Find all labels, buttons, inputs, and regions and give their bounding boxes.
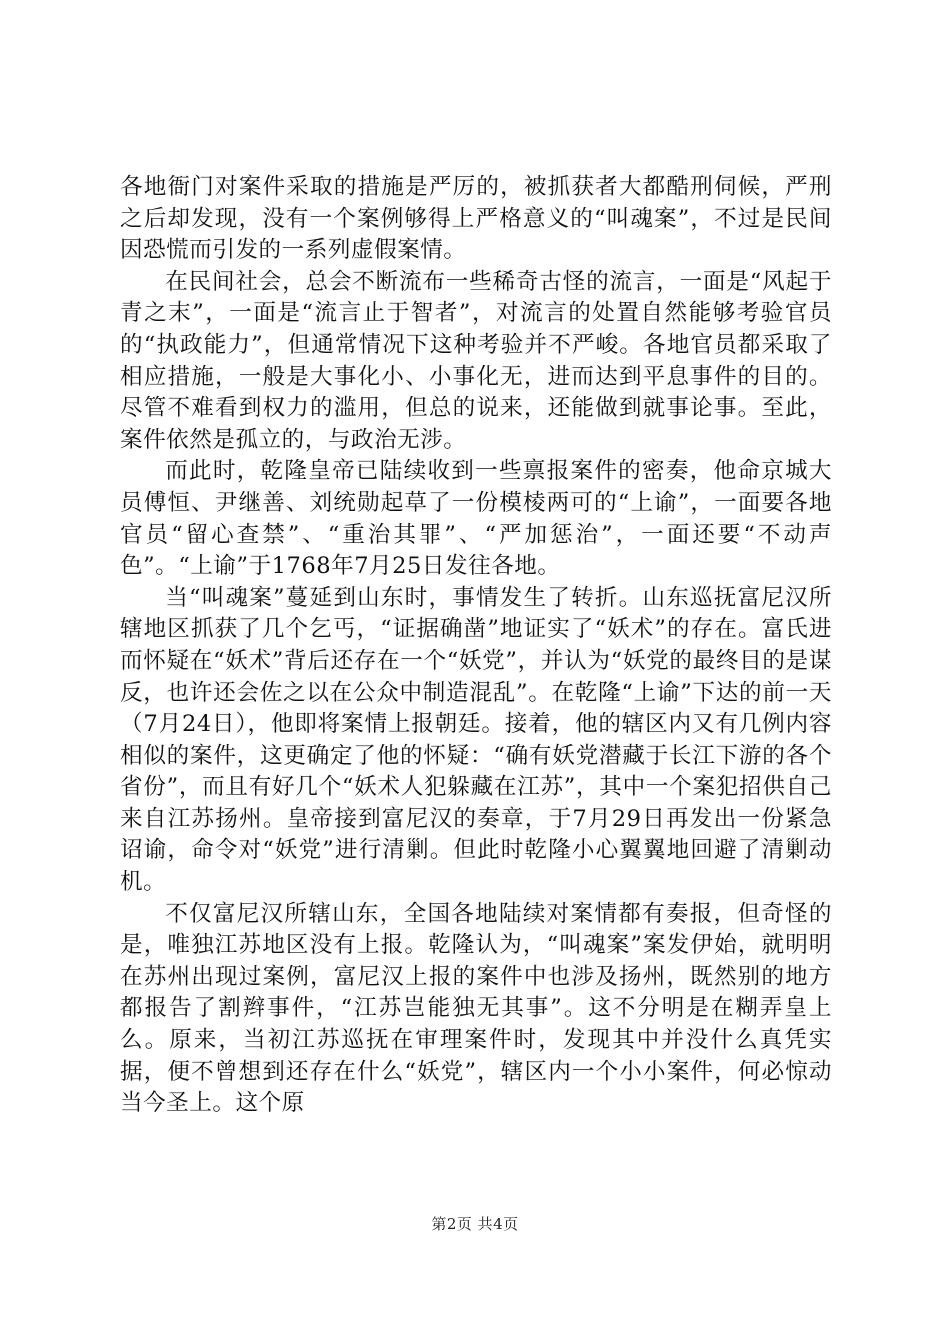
document-body: [120, 172, 832, 1120]
paragraph-5: 不仅富尼汉所辖山东，全国各地陆续对案情都有奏报，但奇怪的是，唯独江苏地区没有上报。乾隆认为，“叫魂案”案发伊始，就明明在苏州出现过案例，富尼汉上报的案件中也涉及扬州，既然别的地方都报告了割辫事件，“江苏岂能独无其事”。这不分明是在糊弄皇上么。原来，当初江苏巡抚在审理案件时，发现其中并没什么真凭实据，便不曾想到还存在什么“妖党”，辖区内一个小小案件，何必惊动当今圣上。这个原: [120, 900, 832, 1117]
paragraph-4: 当“叫魂案”蔓延到山东时，事情发生了转折。山东巡抚富尼汉所辖地区抓获了几个乞丐，“证据确凿”地证实了“妖术”的存在。富氏进而怀疑在“妖术”背后还存在一个“妖党”，并认为“妖党的最终目的是谋反，也许还会佐之以在公众中制造混乱”。在乾隆“上谕”下达的前一天（7月24日），他即将案情上报朝廷。接着，他的辖区内又有几例内容相似的案件，这更确定了他的怀疑：“确有妖党潜藏于长江下游的各个省份”，而且有好几个“妖术人犯躲藏在江苏”，其中一个案犯招供自己来自江苏扬州。皇帝接到富尼汉的奏章，于7月29日再发出一份紧急诏谕，命令对“妖党”进行清剿。但此时乾隆小心翼翼地回避了清剿动机。: [120, 584, 832, 896]
paragraph-3: 而此时，乾隆皇帝已陆续收到一些禀报案件的密奏，他命京城大员傅恒、尹继善、刘统勋起草了一份模棱两可的“上谕”，一面要各地官员“留心查禁”、“重治其罪”、“严加惩治”，一面还要“不动声色”。“上谕”于1768年7月25日发往各地。: [120, 458, 832, 580]
page-footer: 第2页 共4页: [431, 1215, 519, 1233]
paragraph-2: 在民间社会，总会不断流布一些稀奇古怪的流言，一面是“风起于青之末”，一面是“流言止于智者”，对流言的处置自然能够考验官员的“执政能力”，但通常情况下这种考验并不严峻。各地官员都采取了相应措施，一般是大事化小、小事化无，进而达到平息事件的目的。尽管不难看到权力的滥用，但总的说来，还能做到就事论事。至此，案件依然是孤立的，与政治无涉。: [120, 268, 832, 453]
paragraph-1: 各地衙门对案件采取的措施是严厉的，被抓获者大都酷刑伺候，严刑之后却发现，没有一个案例够得上严格意义的“叫魂案”，不过是民间因恐慌而引发的一系列虚假案情。: [120, 174, 832, 264]
